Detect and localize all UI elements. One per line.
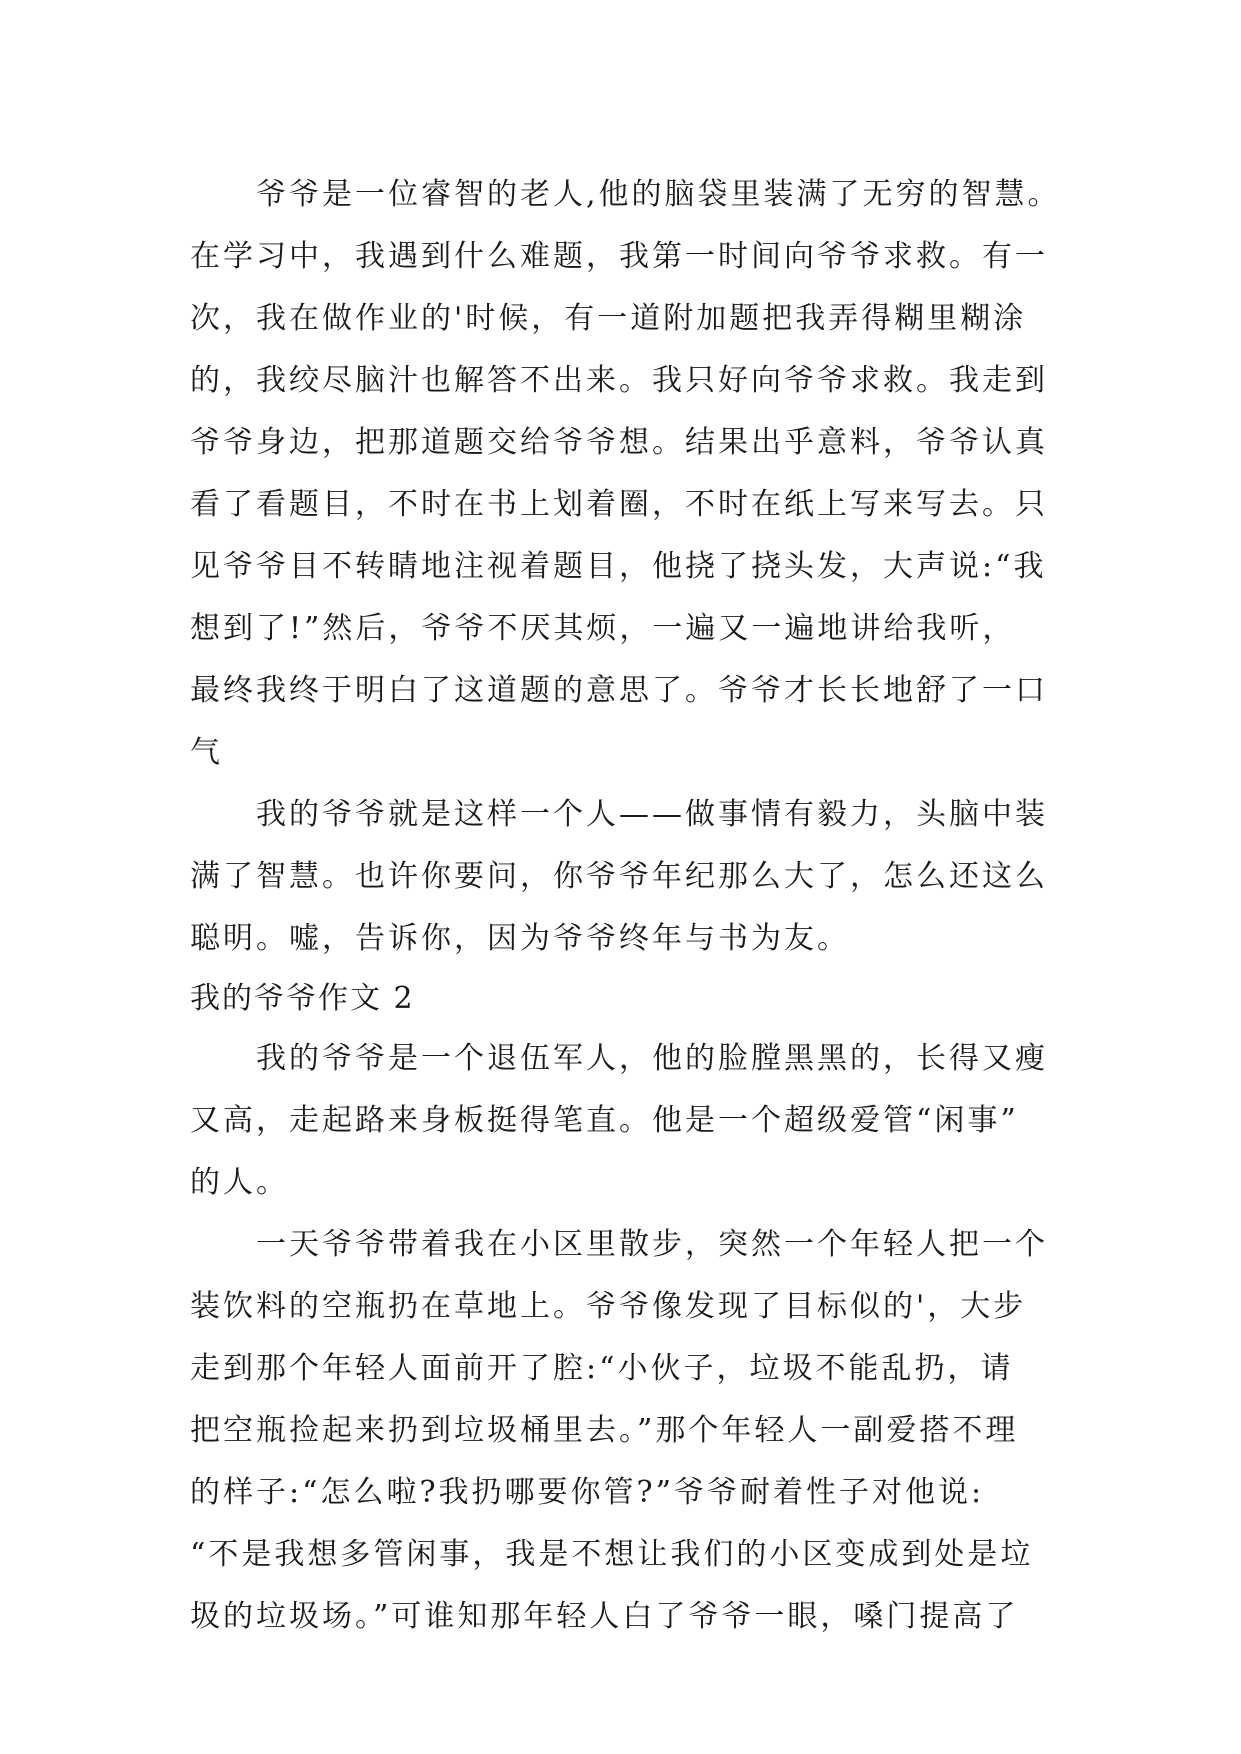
text-line: 最终我终于明白了这道题的意思了。爷爷才长长地舒了一口 xyxy=(190,673,1048,708)
text-line: 看了看题目，不时在书上划着圈，不时在纸上写来写去。只 xyxy=(190,487,1048,522)
text-line: 的人。 xyxy=(190,1165,289,1200)
text-line: 装饮料的空瓶扔在草地上。爷爷像发现了目标似的'，大步 xyxy=(190,1289,1027,1324)
text-line: 满了智慧。也许你要问，你爷爷年纪那么大了，怎么还这么 xyxy=(190,859,1048,894)
text-line: 一天爷爷带着我在小区里散步，突然一个年轻人把一个 xyxy=(256,1227,1048,1262)
text-line: 爷爷身边，把那道题交给爷爷想。结果出乎意料，爷爷认真 xyxy=(190,425,1048,460)
text-line: 把空瓶捡起来扔到垃圾桶里去。”那个年轻人一副爱搭不理 xyxy=(190,1413,1019,1448)
text-line: 见爷爷目不转睛地注视着题目，他挠了挠头发，大声说:“我 xyxy=(190,549,1047,584)
text-line: 在学习中，我遇到什么难题，我第一时间向爷爷求救。有一 xyxy=(190,239,1048,274)
text-line: 气 xyxy=(190,735,223,770)
text-line: 我的爷爷是一个退伍军人，他的脸膛黑黑的，长得又瘦 xyxy=(256,1041,1048,1076)
text-line: “不是我想多管闲事，我是不想让我们的小区变成到处是垃 xyxy=(190,1537,1034,1572)
document-body xyxy=(190,164,1090,1648)
text-line: 我的爷爷就是这样一个人——做事情有毅力，头脑中装 xyxy=(256,797,1048,832)
text-line: 又高，走起路来身板挺得笔直。他是一个超级爱管“闲事” xyxy=(190,1103,1019,1138)
text-line: 走到那个年轻人面前开了腔:“小伙子，垃圾不能乱扔，请 xyxy=(190,1351,1014,1386)
text-line: 爷爷是一位睿智的老人,他的脑袋里装满了无穷的智慧。 xyxy=(256,177,1061,212)
text-line: 想到了!”然后，爷爷不厌其烦，一遍又一遍地讲给我听， xyxy=(190,611,1016,646)
text-line: 圾的垃圾场。”可谁知那年轻人白了爷爷一眼，嗓门提高了 xyxy=(190,1599,1019,1634)
text-line: 的，我绞尽脑汁也解答不出来。我只好向爷爷求救。我走到 xyxy=(190,363,1048,398)
text-line: 聪明。嘘，告诉你，因为爷爷终年与书为友。 xyxy=(190,921,850,956)
text-line: 的样子:“怎么啦?我扔哪要你管?”爷爷耐着性子对他说: xyxy=(190,1475,985,1510)
section-heading: 我的爷爷作文 2 xyxy=(190,981,415,1016)
text-line: 次，我在做作业的'时候，有一道附加题把我弄得糊里糊涂 xyxy=(190,301,1027,336)
